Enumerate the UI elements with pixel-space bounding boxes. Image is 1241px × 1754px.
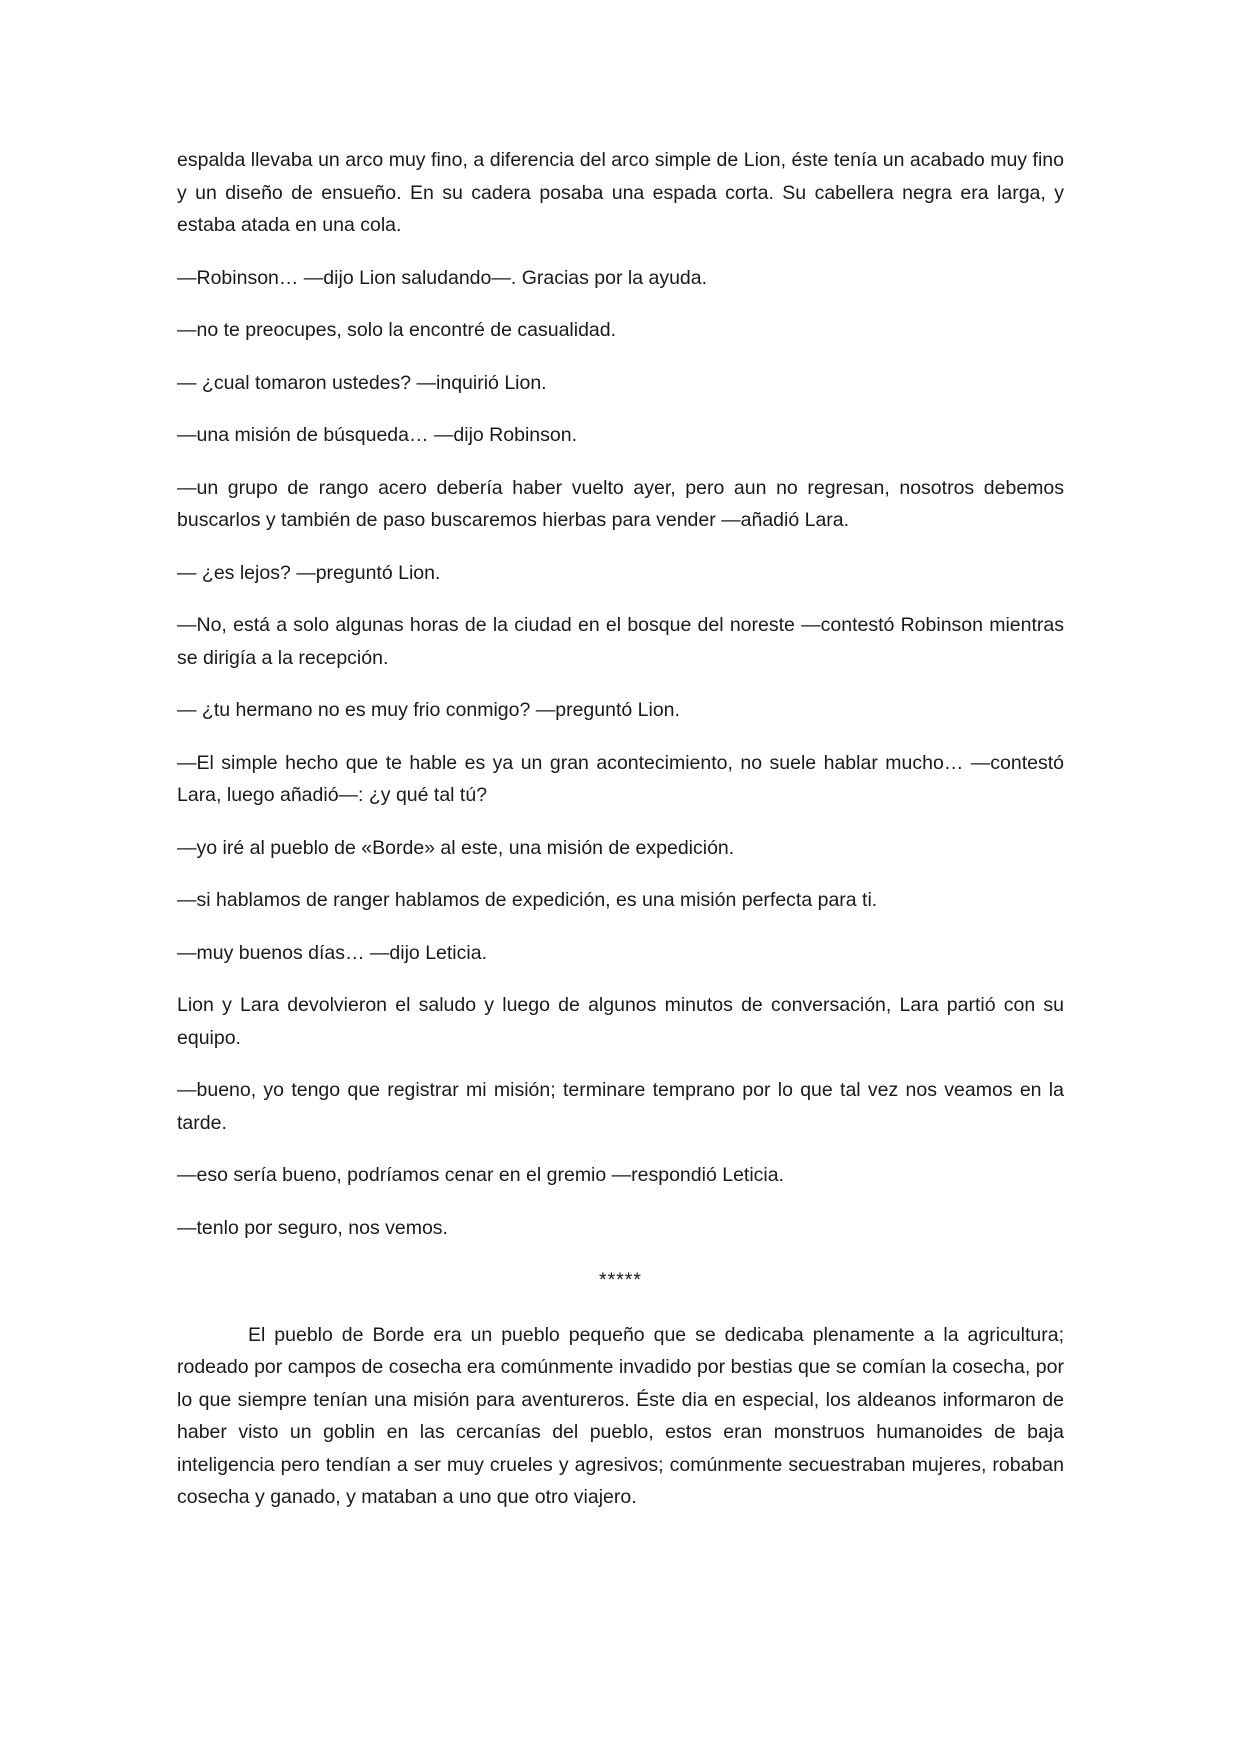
- section-separator: *****: [599, 1269, 642, 1291]
- paragraph-15: —bueno, yo tengo que registrar mi misión; terminare temprano por lo que tal vez nos veamos en la tarde.: [177, 1079, 1064, 1134]
- paragraph-16: —eso sería bueno, podríamos cenar en el gremio —respondió Leticia.: [177, 1164, 785, 1186]
- paragraph-4: — ¿cual tomaron ustedes? —inquirió Lion.: [177, 371, 547, 394]
- paragraph-1: espalda llevaba un arco muy fino, a diferencia del arco simple de Lion, éste tenía un acabado muy fino y un diseño de ensueño. En su cadera posaba una espada corta. Su cabellera negra era larga, y estaba atada en una cola.: [177, 149, 1064, 236]
- document-page: [177, 144, 1064, 1534]
- paragraph-10: —El simple hecho que te hable es ya un gran acontecimiento, no suele hablar mucho… —contestó Lara, luego añadió—: ¿y qué tal tú?: [177, 751, 1064, 806]
- paragraph-5: —una misión de búsqueda… —dijo Robinson.: [177, 424, 577, 446]
- paragraph-13: —muy buenos días… —dijo Leticia.: [177, 941, 487, 964]
- final-paragraph: El pueblo de Borde era un pueblo pequeño que se dedicaba plenamente a la agricultura; rodeado por campos de cosecha era comúnmente invadido por bestias que se comían la cosecha, por lo que siempre tenían una misión para aventureros. Éste dia en especial, los aldeanos informaron de haber visto un goblin en las cercanías del pueblo, estos eran monstruos humanoides de baja inteligencia pero tendían a ser muy crueles y agresivos; comúnmente secuestraban mujeres, robaban cosecha y ganado, y mataban a uno que otro viajero.: [177, 1323, 1064, 1508]
- paragraph-3: —no te preocupes, solo la encontré de casualidad.: [177, 319, 617, 341]
- paragraph-11: —yo iré al pueblo de «Borde» al este, una misión de expedición.: [177, 836, 735, 859]
- paragraph-14: Lion y Lara devolvieron el saludo y luego de algunos minutos de conversación, Lara partió con su equipo.: [177, 994, 1064, 1049]
- paragraph-8: —No, está a solo algunas horas de la ciudad en el bosque del noreste —contestó Robinson mientras se dirigía a la recepción.: [177, 614, 1064, 669]
- paragraph-12: —si hablamos de ranger hablamos de expedición, es una misión perfecta para ti.: [177, 889, 878, 911]
- paragraph-6: —un grupo de rango acero debería haber vuelto ayer, pero aun no regresan, nosotros debemos buscarlos y también de paso buscaremos hierbas para vender —añadió Lara.: [177, 476, 1064, 531]
- paragraph-9: — ¿tu hermano no es muy frio conmigo? —preguntó Lion.: [177, 699, 680, 721]
- paragraph-17: —tenlo por seguro, nos vemos.: [177, 1216, 448, 1239]
- paragraph-2: —Robinson… —dijo Lion saludando—. Gracias por la ayuda.: [177, 266, 708, 289]
- paragraph-7: — ¿es lejos? —preguntó Lion.: [177, 561, 441, 584]
